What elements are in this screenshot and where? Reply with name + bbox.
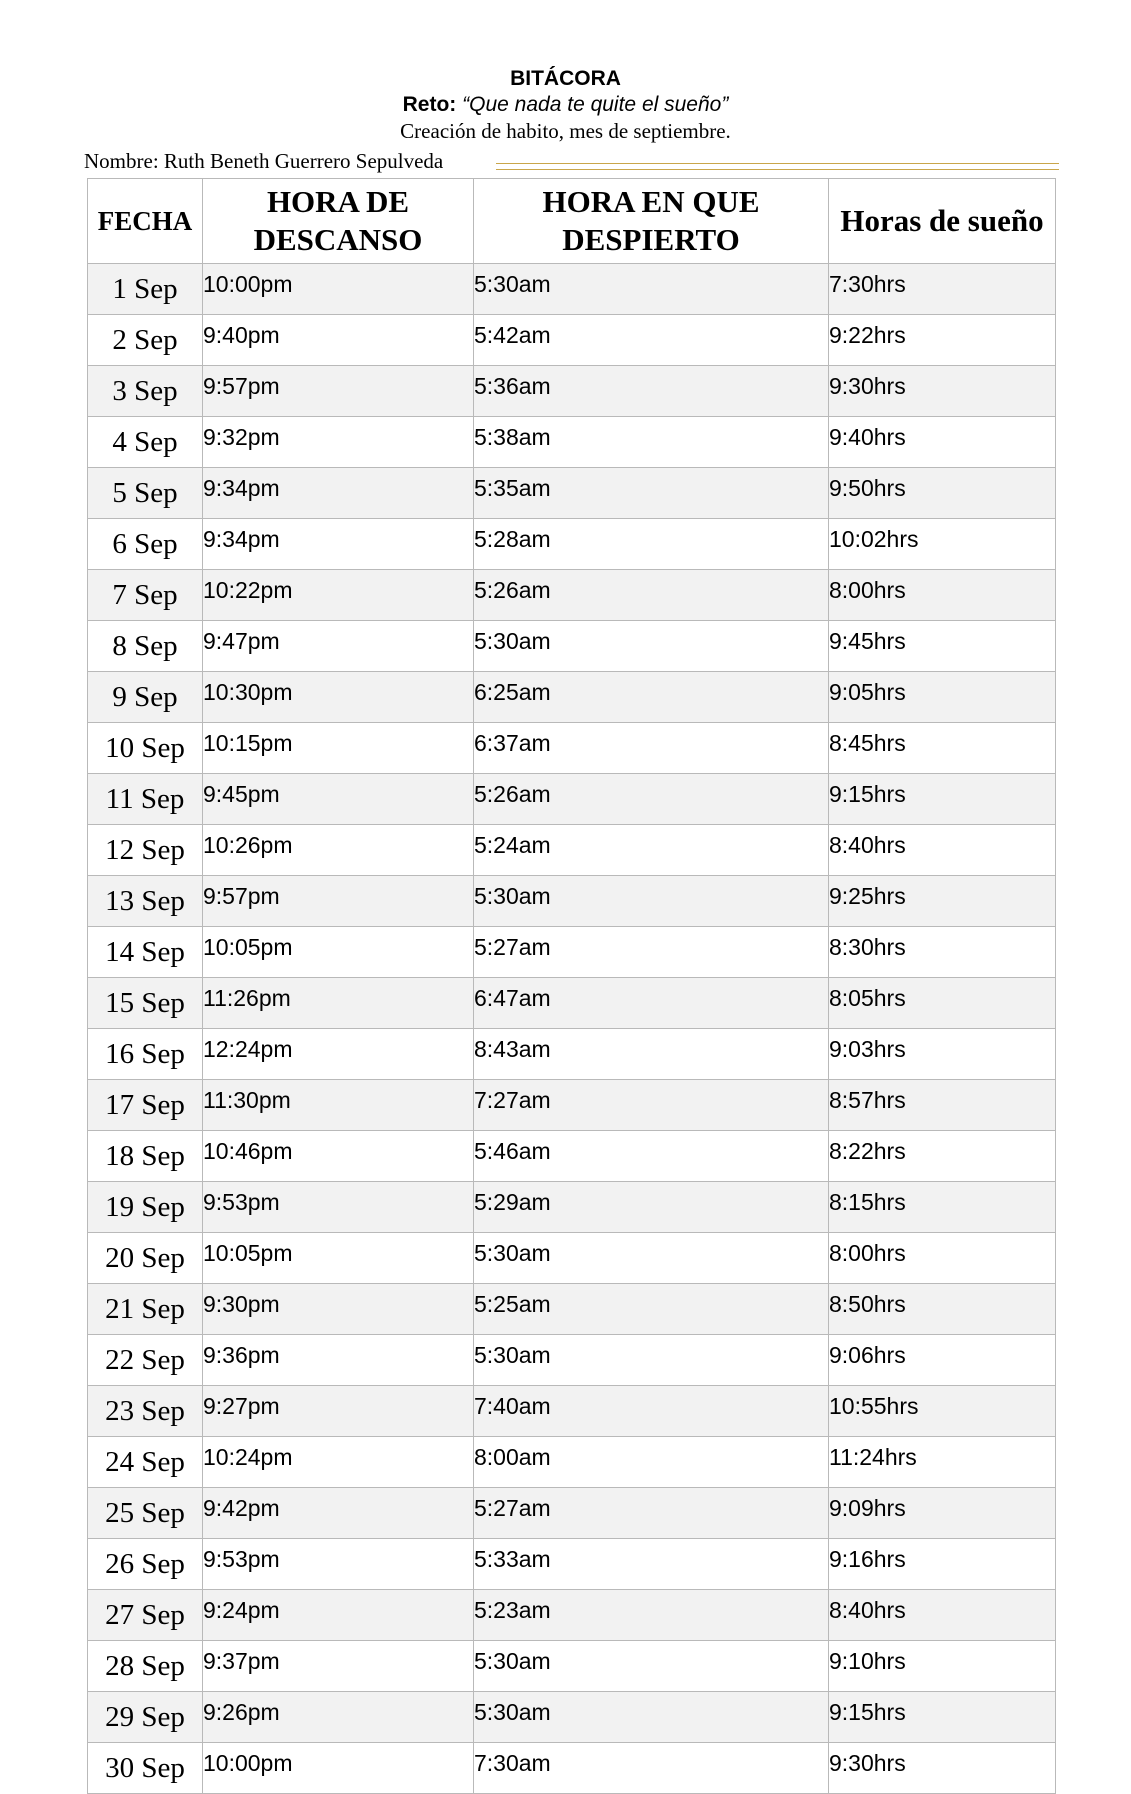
cell-bedtime: 10:24pm (203, 1437, 474, 1488)
table-row (88, 723, 1056, 774)
cell-sleep-hours: 9:15hrs (829, 774, 1056, 825)
cell-date: 26 Sep (88, 1539, 203, 1590)
cell-wake-time: 5:29am (474, 1182, 829, 1233)
cell-wake-time: 5:42am (474, 315, 829, 366)
cell-wake-time: 7:30am (474, 1743, 829, 1794)
table-row (88, 1029, 1056, 1080)
cell-bedtime: 10:05pm (203, 1233, 474, 1284)
cell-sleep-hours: 9:16hrs (829, 1539, 1056, 1590)
table-row (88, 1131, 1056, 1182)
cell-date: 15 Sep (88, 978, 203, 1029)
cell-wake-time: 5:30am (474, 1641, 829, 1692)
column-header-bedtime: HORA DE DESCANSO (203, 179, 474, 264)
cell-sleep-hours: 9:25hrs (829, 876, 1056, 927)
table-row (88, 621, 1056, 672)
table-row (88, 876, 1056, 927)
cell-wake-time: 8:43am (474, 1029, 829, 1080)
cell-wake-time: 5:38am (474, 417, 829, 468)
cell-sleep-hours: 9:50hrs (829, 468, 1056, 519)
table-row (88, 1080, 1056, 1131)
column-header-date: FECHA (88, 179, 203, 264)
cell-sleep-hours: 10:02hrs (829, 519, 1056, 570)
cell-wake-time: 5:30am (474, 621, 829, 672)
cell-bedtime: 9:53pm (203, 1182, 474, 1233)
cell-sleep-hours: 9:15hrs (829, 1692, 1056, 1743)
document-title: BITÁCORA (510, 67, 621, 90)
cell-wake-time: 5:26am (474, 774, 829, 825)
table-row (88, 519, 1056, 570)
challenge-quote: “Que nada te quite el sueño” (462, 93, 729, 116)
table-row (88, 825, 1056, 876)
cell-wake-time: 5:27am (474, 927, 829, 978)
cell-sleep-hours: 8:00hrs (829, 570, 1056, 621)
cell-wake-time: 7:27am (474, 1080, 829, 1131)
cell-wake-time: 6:47am (474, 978, 829, 1029)
cell-sleep-hours: 7:30hrs (829, 264, 1056, 315)
cell-bedtime: 10:05pm (203, 927, 474, 978)
table-row (88, 468, 1056, 519)
cell-bedtime: 10:26pm (203, 825, 474, 876)
cell-date: 9 Sep (88, 672, 203, 723)
cell-bedtime: 11:26pm (203, 978, 474, 1029)
cell-sleep-hours: 8:40hrs (829, 825, 1056, 876)
participant-name: Nombre: Ruth Beneth Guerrero Sepulveda (84, 149, 444, 173)
cell-wake-time: 5:28am (474, 519, 829, 570)
cell-bedtime: 10:22pm (203, 570, 474, 621)
cell-date: 7 Sep (88, 570, 203, 621)
cell-bedtime: 9:27pm (203, 1386, 474, 1437)
cell-bedtime: 12:24pm (203, 1029, 474, 1080)
cell-bedtime: 9:34pm (203, 519, 474, 570)
table-row (88, 1692, 1056, 1743)
cell-bedtime: 9:37pm (203, 1641, 474, 1692)
cell-date: 27 Sep (88, 1590, 203, 1641)
challenge-label: Reto: (402, 93, 457, 116)
table-row (88, 1437, 1056, 1488)
cell-date: 6 Sep (88, 519, 203, 570)
table-row (88, 1182, 1056, 1233)
cell-date: 19 Sep (88, 1182, 203, 1233)
cell-date: 12 Sep (88, 825, 203, 876)
cell-sleep-hours: 9:40hrs (829, 417, 1056, 468)
cell-bedtime: 10:00pm (203, 1743, 474, 1794)
cell-date: 4 Sep (88, 417, 203, 468)
cell-bedtime: 9:30pm (203, 1284, 474, 1335)
cell-sleep-hours: 8:40hrs (829, 1590, 1056, 1641)
challenge-line (0, 92, 1131, 118)
cell-sleep-hours: 8:15hrs (829, 1182, 1056, 1233)
cell-bedtime: 9:40pm (203, 315, 474, 366)
cell-date: 30 Sep (88, 1743, 203, 1794)
cell-wake-time: 5:30am (474, 1233, 829, 1284)
cell-bedtime: 9:24pm (203, 1590, 474, 1641)
table-row (88, 774, 1056, 825)
cell-wake-time: 5:30am (474, 264, 829, 315)
cell-bedtime: 10:30pm (203, 672, 474, 723)
cell-bedtime: 9:47pm (203, 621, 474, 672)
cell-sleep-hours: 9:30hrs (829, 1743, 1056, 1794)
cell-sleep-hours: 8:00hrs (829, 1233, 1056, 1284)
cell-sleep-hours: 8:30hrs (829, 927, 1056, 978)
table-row (88, 1233, 1056, 1284)
cell-date: 17 Sep (88, 1080, 203, 1131)
table-row (88, 927, 1056, 978)
cell-date: 2 Sep (88, 315, 203, 366)
table-row (88, 672, 1056, 723)
cell-date: 5 Sep (88, 468, 203, 519)
cell-date: 20 Sep (88, 1233, 203, 1284)
table-body (88, 264, 1056, 1794)
table-row (88, 1335, 1056, 1386)
cell-bedtime: 9:26pm (203, 1692, 474, 1743)
cell-date: 14 Sep (88, 927, 203, 978)
cell-sleep-hours: 9:10hrs (829, 1641, 1056, 1692)
cell-bedtime: 9:42pm (203, 1488, 474, 1539)
cell-wake-time: 5:25am (474, 1284, 829, 1335)
cell-sleep-hours: 8:05hrs (829, 978, 1056, 1029)
decorative-rule (496, 169, 1059, 170)
cell-sleep-hours: 11:24hrs (829, 1437, 1056, 1488)
cell-wake-time: 6:25am (474, 672, 829, 723)
table-row (88, 1743, 1056, 1794)
table-row (88, 1590, 1056, 1641)
cell-bedtime: 9:57pm (203, 366, 474, 417)
cell-sleep-hours: 10:55hrs (829, 1386, 1056, 1437)
cell-bedtime: 9:45pm (203, 774, 474, 825)
cell-wake-time: 5:23am (474, 1590, 829, 1641)
cell-date: 22 Sep (88, 1335, 203, 1386)
cell-date: 16 Sep (88, 1029, 203, 1080)
cell-bedtime: 10:00pm (203, 264, 474, 315)
table-row (88, 1641, 1056, 1692)
table-header-row (88, 179, 1056, 264)
cell-wake-time: 6:37am (474, 723, 829, 774)
cell-wake-time: 5:36am (474, 366, 829, 417)
cell-wake-time: 5:26am (474, 570, 829, 621)
cell-wake-time: 5:35am (474, 468, 829, 519)
cell-sleep-hours: 8:22hrs (829, 1131, 1056, 1182)
cell-wake-time: 5:24am (474, 825, 829, 876)
cell-sleep-hours: 9:03hrs (829, 1029, 1056, 1080)
table-row (88, 264, 1056, 315)
document-subtitle: Creación de habito, mes de septiembre. (400, 119, 731, 143)
cell-wake-time: 5:30am (474, 876, 829, 927)
cell-bedtime: 9:36pm (203, 1335, 474, 1386)
cell-sleep-hours: 8:50hrs (829, 1284, 1056, 1335)
table-row (88, 1539, 1056, 1590)
table-row (88, 366, 1056, 417)
cell-date: 13 Sep (88, 876, 203, 927)
cell-date: 8 Sep (88, 621, 203, 672)
cell-wake-time: 5:30am (474, 1692, 829, 1743)
cell-date: 21 Sep (88, 1284, 203, 1335)
cell-date: 24 Sep (88, 1437, 203, 1488)
cell-bedtime: 9:32pm (203, 417, 474, 468)
cell-date: 1 Sep (88, 264, 203, 315)
cell-date: 28 Sep (88, 1641, 203, 1692)
document-header (0, 66, 1131, 144)
cell-date: 3 Sep (88, 366, 203, 417)
table-row (88, 978, 1056, 1029)
cell-sleep-hours: 9:09hrs (829, 1488, 1056, 1539)
table-row (88, 417, 1056, 468)
cell-date: 23 Sep (88, 1386, 203, 1437)
cell-bedtime: 9:53pm (203, 1539, 474, 1590)
column-header-sleep-hours: Horas de sueño (829, 179, 1056, 264)
cell-bedtime: 10:46pm (203, 1131, 474, 1182)
table-row (88, 1284, 1056, 1335)
cell-sleep-hours: 9:05hrs (829, 672, 1056, 723)
name-line (84, 148, 1059, 174)
table-row (88, 1386, 1056, 1437)
sleep-log-table (87, 178, 1056, 1794)
column-header-wake-time: HORA EN QUE DESPIERTO (474, 179, 829, 264)
cell-sleep-hours: 9:22hrs (829, 315, 1056, 366)
cell-wake-time: 5:33am (474, 1539, 829, 1590)
cell-bedtime: 10:15pm (203, 723, 474, 774)
cell-date: 10 Sep (88, 723, 203, 774)
cell-sleep-hours: 9:06hrs (829, 1335, 1056, 1386)
decorative-rule (496, 163, 1059, 164)
cell-sleep-hours: 8:57hrs (829, 1080, 1056, 1131)
cell-date: 11 Sep (88, 774, 203, 825)
table-row (88, 570, 1056, 621)
cell-date: 18 Sep (88, 1131, 203, 1182)
cell-bedtime: 9:57pm (203, 876, 474, 927)
table-row (88, 315, 1056, 366)
cell-wake-time: 5:27am (474, 1488, 829, 1539)
cell-wake-time: 8:00am (474, 1437, 829, 1488)
cell-wake-time: 5:30am (474, 1335, 829, 1386)
cell-sleep-hours: 9:30hrs (829, 366, 1056, 417)
cell-wake-time: 5:46am (474, 1131, 829, 1182)
cell-sleep-hours: 9:45hrs (829, 621, 1056, 672)
cell-date: 29 Sep (88, 1692, 203, 1743)
cell-sleep-hours: 8:45hrs (829, 723, 1056, 774)
table-row (88, 1488, 1056, 1539)
cell-date: 25 Sep (88, 1488, 203, 1539)
cell-wake-time: 7:40am (474, 1386, 829, 1437)
cell-bedtime: 11:30pm (203, 1080, 474, 1131)
cell-bedtime: 9:34pm (203, 468, 474, 519)
